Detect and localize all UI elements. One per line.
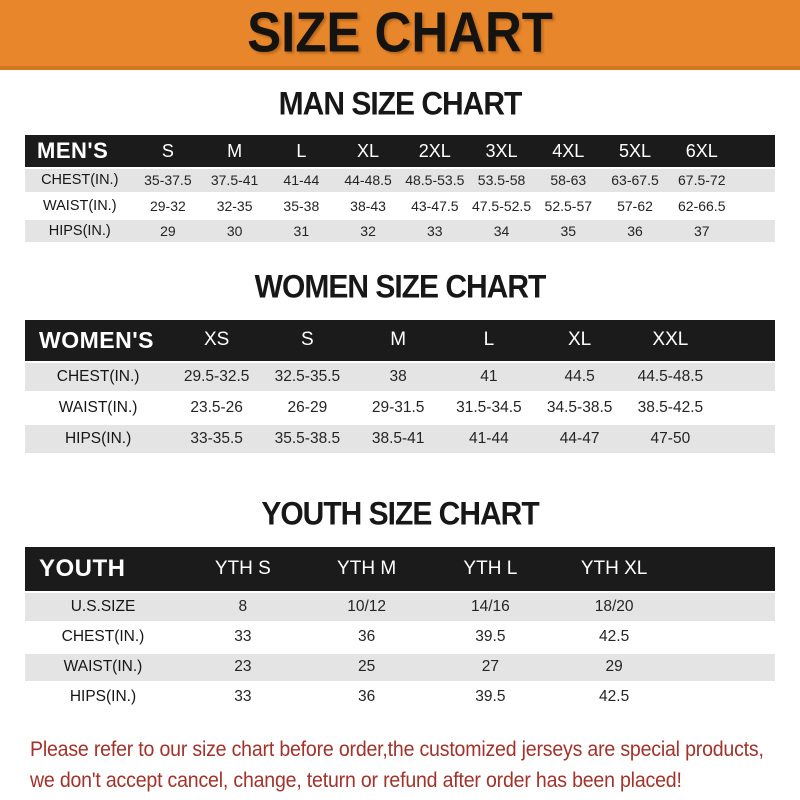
row-spacer-cell	[735, 193, 775, 218]
size-header-row	[25, 135, 775, 168]
measurement-value-cell: 25	[305, 652, 429, 682]
row-spacer-cell	[676, 652, 775, 682]
row-spacer-cell	[676, 592, 775, 622]
measurement-value-cell: 38.5-42.5	[625, 393, 716, 424]
size-column-header: 3XL	[468, 135, 535, 168]
footer-note	[0, 734, 800, 796]
measurement-value-cell: 34	[468, 218, 535, 243]
measurement-value-cell: 29-32	[135, 193, 202, 218]
measurement-value-cell: 32.5-35.5	[262, 362, 353, 393]
size-header-row	[25, 547, 775, 592]
banner	[0, 0, 800, 70]
header-spacer-cell	[735, 135, 775, 168]
row-spacer-cell	[735, 218, 775, 243]
measurement-row-label: WAIST(IN.)	[25, 393, 171, 424]
measurement-value-cell: 44.5-48.5	[625, 362, 716, 393]
measurement-value-cell: 53.5-58	[468, 168, 535, 193]
measurement-row	[25, 592, 775, 622]
measurement-value-cell: 43-47.5	[401, 193, 468, 218]
header-spacer-cell	[676, 547, 775, 592]
measurement-value-cell: 18/20	[552, 592, 676, 622]
measurement-value-cell: 23	[181, 652, 305, 682]
measurement-row	[25, 193, 775, 218]
measurement-value-cell: 36	[305, 682, 429, 712]
row-spacer-cell	[716, 424, 775, 455]
size-column-header: 6XL	[668, 135, 735, 168]
women-size-table-grid	[25, 320, 775, 457]
measurement-value-cell: 39.5	[428, 622, 552, 652]
table-group-label: WOMEN'S	[25, 320, 171, 362]
measurement-row	[25, 168, 775, 193]
measurement-row	[25, 362, 775, 393]
measurement-value-cell: 42.5	[552, 682, 676, 712]
measurement-value-cell: 62-66.5	[668, 193, 735, 218]
measurement-row-label: CHEST(IN.)	[25, 622, 181, 652]
size-column-header: M	[201, 135, 268, 168]
youth-size-table-grid	[25, 547, 775, 714]
size-column-header: L	[444, 320, 535, 362]
man-size-table-grid	[25, 135, 775, 245]
table-group-label: YOUTH	[25, 547, 181, 592]
measurement-value-cell: 33	[401, 218, 468, 243]
youth-size-table	[25, 547, 775, 714]
measurement-row	[25, 622, 775, 652]
measurement-row	[25, 424, 775, 455]
youth-size-section	[0, 498, 800, 714]
women-size-section	[0, 271, 800, 457]
table-group-label: MEN'S	[25, 135, 135, 168]
row-spacer-cell	[735, 168, 775, 193]
measurement-value-cell: 23.5-26	[171, 393, 262, 424]
footer-note-line1: Please refer to our size chart before order,the customized jerseys are special products,	[30, 737, 764, 761]
measurement-row-label: CHEST(IN.)	[25, 168, 135, 193]
measurement-value-cell: 32-35	[201, 193, 268, 218]
measurement-value-cell: 31.5-34.5	[444, 393, 535, 424]
size-column-header: 4XL	[535, 135, 602, 168]
measurement-value-cell: 35-37.5	[135, 168, 202, 193]
size-column-header: 2XL	[401, 135, 468, 168]
measurement-value-cell: 42.5	[552, 622, 676, 652]
measurement-value-cell: 29	[135, 218, 202, 243]
measurement-value-cell: 52.5-57	[535, 193, 602, 218]
banner-title: SIZE CHART	[247, 1, 553, 65]
size-column-header: XL	[534, 320, 625, 362]
measurement-value-cell: 67.5-72	[668, 168, 735, 193]
women-size-table	[25, 320, 775, 457]
measurement-row-label: HIPS(IN.)	[25, 218, 135, 243]
measurement-value-cell: 29-31.5	[353, 393, 444, 424]
measurement-value-cell: 41	[444, 362, 535, 393]
measurement-value-cell: 36	[602, 218, 669, 243]
measurement-value-cell: 35	[535, 218, 602, 243]
size-column-header: YTH L	[428, 547, 552, 592]
measurement-row-label: WAIST(IN.)	[25, 193, 135, 218]
header-spacer-cell	[716, 320, 775, 362]
measurement-value-cell: 44-48.5	[335, 168, 402, 193]
man-size-section	[0, 88, 800, 245]
measurement-value-cell: 44.5	[534, 362, 625, 393]
measurement-value-cell: 10/12	[305, 592, 429, 622]
size-column-header: S	[135, 135, 202, 168]
measurement-value-cell: 47.5-52.5	[468, 193, 535, 218]
measurement-row-label: HIPS(IN.)	[25, 424, 171, 455]
size-column-header: L	[268, 135, 335, 168]
measurement-value-cell: 33	[181, 622, 305, 652]
measurement-value-cell: 34.5-38.5	[534, 393, 625, 424]
measurement-value-cell: 58-63	[535, 168, 602, 193]
measurement-value-cell: 41-44	[444, 424, 535, 455]
measurement-row	[25, 682, 775, 712]
measurement-value-cell: 38.5-41	[353, 424, 444, 455]
measurement-value-cell: 32	[335, 218, 402, 243]
measurement-value-cell: 38-43	[335, 193, 402, 218]
measurement-value-cell: 35.5-38.5	[262, 424, 353, 455]
measurement-value-cell: 14/16	[428, 592, 552, 622]
measurement-value-cell: 27	[428, 652, 552, 682]
measurement-value-cell: 41-44	[268, 168, 335, 193]
measurement-value-cell: 29.5-32.5	[171, 362, 262, 393]
size-column-header: YTH M	[305, 547, 429, 592]
measurement-value-cell: 39.5	[428, 682, 552, 712]
measurement-value-cell: 57-62	[602, 193, 669, 218]
measurement-row-label: HIPS(IN.)	[25, 682, 181, 712]
measurement-value-cell: 63-67.5	[602, 168, 669, 193]
youth-section-title: YOUTH SIZE CHART	[261, 496, 539, 533]
footer-note-line2: we don't accept cancel, change, teturn or refund after order has been placed!	[30, 768, 682, 792]
measurement-value-cell: 38	[353, 362, 444, 393]
women-section-title: WOMEN SIZE CHART	[254, 269, 546, 305]
size-column-header: M	[353, 320, 444, 362]
size-column-header: XS	[171, 320, 262, 362]
measurement-value-cell: 26-29	[262, 393, 353, 424]
size-column-header: XL	[335, 135, 402, 168]
measurement-value-cell: 33-35.5	[171, 424, 262, 455]
measurement-row	[25, 393, 775, 424]
measurement-row-label: CHEST(IN.)	[25, 362, 171, 393]
measurement-value-cell: 33	[181, 682, 305, 712]
row-spacer-cell	[716, 393, 775, 424]
size-column-header: YTH XL	[552, 547, 676, 592]
man-size-table	[25, 135, 775, 245]
size-column-header: S	[262, 320, 353, 362]
measurement-value-cell: 44-47	[534, 424, 625, 455]
measurement-value-cell: 8	[181, 592, 305, 622]
measurement-value-cell: 30	[201, 218, 268, 243]
measurement-row	[25, 652, 775, 682]
measurement-value-cell: 37	[668, 218, 735, 243]
measurement-value-cell: 35-38	[268, 193, 335, 218]
row-spacer-cell	[716, 362, 775, 393]
size-header-row	[25, 320, 775, 362]
measurement-value-cell: 29	[552, 652, 676, 682]
measurement-row	[25, 218, 775, 243]
measurement-value-cell: 48.5-53.5	[401, 168, 468, 193]
measurement-row-label: WAIST(IN.)	[25, 652, 181, 682]
size-column-header: YTH S	[181, 547, 305, 592]
row-spacer-cell	[676, 622, 775, 652]
row-spacer-cell	[676, 682, 775, 712]
measurement-value-cell: 36	[305, 622, 429, 652]
measurement-value-cell: 37.5-41	[201, 168, 268, 193]
measurement-value-cell: 47-50	[625, 424, 716, 455]
size-column-header: XXL	[625, 320, 716, 362]
size-column-header: 5XL	[602, 135, 669, 168]
measurement-value-cell: 31	[268, 218, 335, 243]
measurement-row-label: U.S.SIZE	[25, 592, 181, 622]
man-section-title: MAN SIZE CHART	[278, 86, 522, 123]
